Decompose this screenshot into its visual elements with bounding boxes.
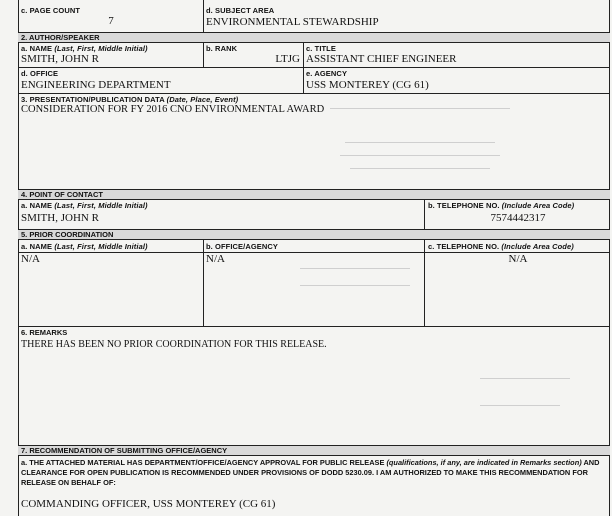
contact-phone-label: b. TELEPHONE NO. (Include Area Code) [428, 201, 575, 210]
author-section-header [18, 32, 610, 43]
page-count-value: 7 [108, 15, 114, 27]
bleed-through-mark [480, 378, 570, 379]
prior-phone-value: N/A [508, 253, 528, 265]
bleed-through-mark [350, 168, 490, 169]
prior-section-header [18, 229, 610, 240]
prior-office-value: N/A [206, 253, 225, 265]
prior-name-value: N/A [21, 253, 40, 265]
bleed-through-mark [480, 405, 560, 406]
rank-label: b. RANK [206, 44, 238, 53]
title-label: c. TITLE [306, 44, 336, 53]
behalf-of-value: COMMANDING OFFICER, USS MONTEREY (CG 61) [21, 498, 276, 510]
presentation-value: CONSIDERATION FOR FY 2016 CNO ENVIRONMENTAL AWARD [21, 104, 325, 115]
rank-value: LTJG [275, 53, 300, 65]
bleed-through-mark [300, 285, 410, 286]
agency-value: USS MONTEREY (CG 61) [306, 79, 429, 91]
prior-name-label: a. NAME (Last, First, Middle Initial) [21, 242, 148, 251]
recommendation-section-title: 7. RECOMMENDATION OF SUBMITTING OFFICE/AGENCY [21, 446, 228, 455]
bleed-through-mark [340, 155, 500, 156]
title-value: ASSISTANT CHIEF ENGINEER [306, 53, 457, 65]
author-section-title: 2. AUTHOR/SPEAKER [21, 33, 100, 42]
prior-office-label: b. OFFICE/AGENCY [206, 242, 279, 251]
bleed-through-mark [330, 108, 510, 109]
author-name-label: a. NAME (Last, First, Middle Initial) [21, 44, 148, 53]
prior-phone-label: c. TELEPHONE NO. (Include Area Code) [428, 242, 574, 251]
contact-name-value: SMITH, JOHN R [21, 212, 99, 224]
author-name-value: SMITH, JOHN R [21, 53, 99, 65]
recommendation-paragraph: a. THE ATTACHED MATERIAL HAS DEPARTMENT/OFFICE/AGENCY APPROVAL FOR PUBLIC RELEASE (qualifications, if any, are indicated in Remarks section) AND CLEARANCE FOR OPEN PUBLICATION IS RECOMMENDED UNDER PROVISIONS OF DODD 5230.09. I AM AUTHORIZED TO MAKE THIS RECOMMENDATION FOR RELEASE ON BEHALF OF: [21, 458, 600, 487]
page-count-label: c. PAGE COUNT [21, 6, 81, 15]
remarks-value: THERE HAS BEEN NO PRIOR COORDINATION FOR THIS RELEASE. [21, 339, 327, 350]
bleed-through-mark [345, 142, 495, 143]
recommendation-section-header [18, 445, 610, 456]
office-value: ENGINEERING DEPARTMENT [21, 79, 171, 91]
contact-section-header [18, 189, 610, 200]
agency-label: e. AGENCY [306, 69, 348, 78]
subject-area-label: d. SUBJECT AREA [206, 6, 275, 15]
prior-section-title: 5. PRIOR COORDINATION [21, 230, 114, 239]
subject-area-value: ENVIRONMENTAL STEWARDSHIP [206, 16, 379, 28]
remarks-section-title: 6. REMARKS [21, 328, 68, 337]
contact-phone-value: 7574442317 [490, 212, 546, 224]
presentation-section-title: 3. PRESENTATION/PUBLICATION DATA (Date, Place, Event) [21, 95, 239, 104]
contact-name-label: a. NAME (Last, First, Middle Initial) [21, 201, 148, 210]
contact-section-title: 4. POINT OF CONTACT [21, 190, 103, 199]
office-label: d. OFFICE [21, 69, 59, 78]
bleed-through-mark [300, 268, 410, 269]
